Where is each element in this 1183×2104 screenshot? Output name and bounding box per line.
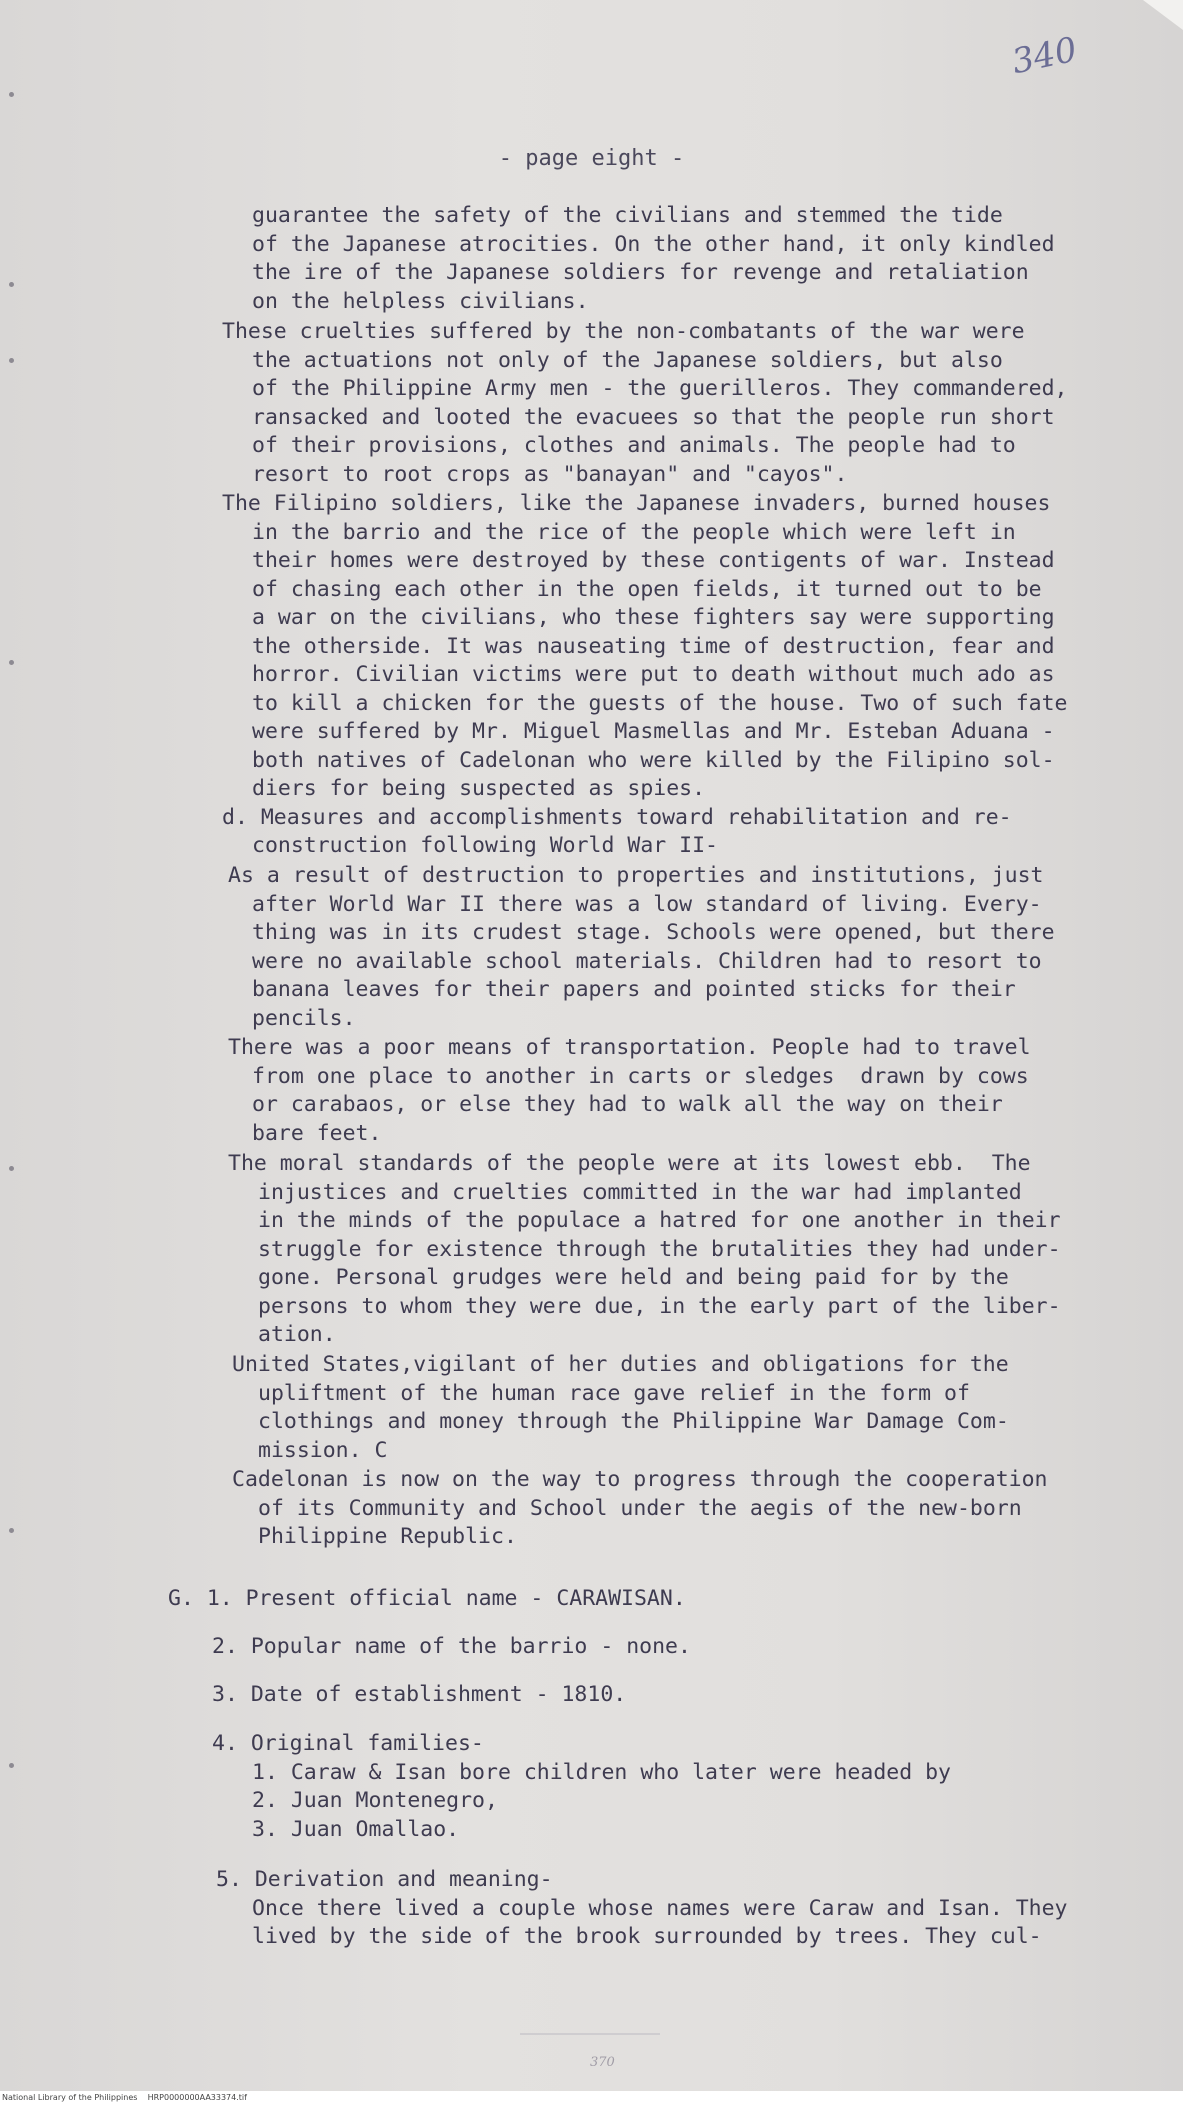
text-line: Once there lived a couple whose names were Caraw and Isan. They [252,1896,1068,1921]
text-line: diers for being suspected as spies. [252,776,706,801]
text-line: were no available school materials. Children had to resort to [252,949,1042,974]
text-line: on the helpless civilians. [252,289,589,314]
text-line: or carabaos, or else they had to walk all the way on their [252,1092,1003,1117]
divider [520,2033,660,2035]
text-line: lived by the side of the brook surrounded by trees. They cul- [252,1924,1042,1949]
text-line: the actuations not only of the Japanese soldiers, but also [252,348,1003,373]
text-line: clothings and money through the Philippine War Damage Com- [258,1409,1009,1434]
list-item: 4. Original families- [212,1731,484,1756]
text-line: resort to root crops as "banayan" and "cayos". [252,462,848,487]
scan-footer: National Library of the Philippines HRP0000000AA33374.tif [0,2091,1183,2104]
text-line: The Filipino soldiers, like the Japanese invaders, burned houses [222,491,1051,516]
text-line: thing was in its crudest stage. Schools were opened, but there [252,920,1055,945]
text-line: Philippine Republic. [258,1524,517,1549]
list-item: 3. Date of establishment - 1810. [212,1682,627,1707]
text-line: of chasing each other in the open fields, it turned out to be [252,577,1042,602]
list-item: G. 1. Present official name - CARAWISAN. [168,1586,686,1611]
list-item: 2. Popular name of the barrio - none. [212,1634,691,1659]
text-line: guarantee the safety of the civilians and stemmed the tide [252,203,1003,228]
text-line: pencils. [252,1006,356,1031]
text-line: were suffered by Mr. Miguel Masmellas and Mr. Esteban Aduana - [252,719,1055,744]
text-line: the otherside. It was nauseating time of destruction, fear and [252,634,1055,659]
text-line: d. Measures and accomplishments toward rehabilitation and re- [222,805,1012,830]
text-line: banana leaves for their papers and pointed sticks for their [252,977,1016,1002]
text-line: As a result of destruction to properties and institutions, just [228,863,1044,888]
text-line: upliftment of the human race gave relief in the form of [258,1381,970,1406]
list-item: 1. Caraw & Isan bore children who later were headed by [252,1760,951,1785]
text-line: the ire of the Japanese soldiers for revenge and retaliation [252,260,1029,285]
text-line: after World War II there was a low standard of living. Every- [252,892,1042,917]
text-line: bare feet. [252,1121,382,1146]
text-line: of the Philippine Army men - the guerilleros. They commandered, [252,376,1068,401]
text-line: in the barrio and the rice of the people which were left in [252,520,1016,545]
text-line: ation. [258,1322,336,1347]
list-item: 5. Derivation and meaning- [216,1867,553,1892]
text-line: These cruelties suffered by the non-combatants of the war were [222,319,1025,344]
text-line: construction following World War II- [252,833,718,858]
text-line: a war on the civilians, who these fighters say were supporting [252,605,1055,630]
text-line: ransacked and looted the evacuees so that the people run short [252,405,1055,430]
text-line: persons to whom they were due, in the early part of the liber- [258,1294,1061,1319]
list-item: 3. Juan Omallao. [252,1817,460,1842]
text-line: The moral standards of the people were at its lowest ebb. The [228,1151,1031,1176]
text-line: struggle for existence through the brutalities they had under- [258,1237,1061,1262]
text-line: their homes were destroyed by these contigents of war. Instead [252,548,1055,573]
text-line: to kill a chicken for the guests of the house. Two of such fate [252,691,1068,716]
text-line: from one place to another in carts or sledges drawn by cows [252,1064,1029,1089]
text-line: of their provisions, clothes and animals. The people had to [252,433,1016,458]
text-line: in the minds of the populace a hatred for one another in their [258,1208,1061,1233]
text-line: Cadelonan is now on the way to progress through the cooperation [232,1467,1048,1492]
text-line: injustices and cruelties committed in the war had implanted [258,1180,1022,1205]
text-line: of the Japanese atrocities. On the other hand, it only kindled [252,232,1055,257]
text-line: There was a poor means of transportation. People had to travel [228,1035,1031,1060]
list-item: 2. Juan Montenegro, [252,1788,498,1813]
text-line: United States,vigilant of her duties and obligations for the [232,1352,1009,1377]
text-line: mission. C [258,1438,388,1463]
text-line: of its Community and School under the aegis of the new-born [258,1496,1022,1521]
text-line: both natives of Cadelonan who were killed by the Filipino sol- [252,748,1055,773]
handwritten-page-number: 340 [1008,29,1081,83]
text-line: horror. Civilian victims were put to death without much ado as [252,662,1055,687]
handwritten-mark: 370 [590,2055,615,2070]
text-line: gone. Personal grudges were held and being paid for by the [258,1265,1009,1290]
page-header: - page eight - [498,146,685,171]
